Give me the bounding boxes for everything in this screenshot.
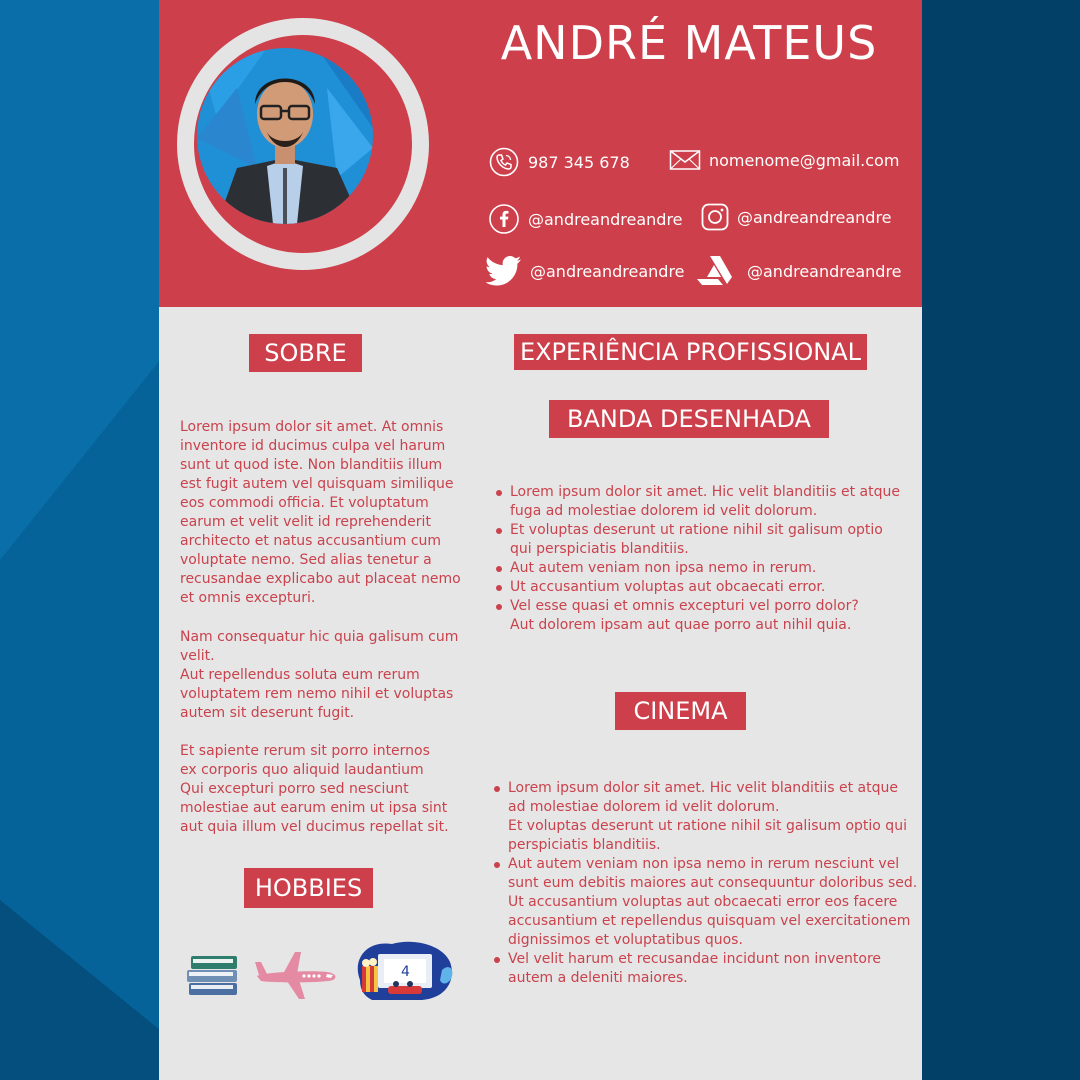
facebook-handle: @andreandreandre <box>528 209 683 229</box>
resume-header <box>159 0 922 307</box>
list-item: Vel velit harum et recusandae incidunt non inventore autem a deleniti maiores. <box>494 950 919 988</box>
resume-page <box>159 0 922 1080</box>
about-heading: SOBRE <box>249 334 362 372</box>
list-item: Lorem ipsum dolor sit amet. Hic velit blanditiis et atque ad molestiae dolorem id velit dolorum. Et voluptas deserunt ut ratione nihil sit galisum optio qui perspiciatis blanditiis. <box>494 779 919 855</box>
about-paragraph-1: Lorem ipsum dolor sit amet. At omnis inventore id ducimus culpa vel harum sunt ut quod iste. Non blanditiis illum est fugit autem vel quisquam similique eos commodi officia. Et voluptatum earum et velit velit id reprehenderit architecto et natus accusantium cum voluptate nemo. Sed alias tenetur a recusandae explicabo aut placeat nemo et omnis excepturi. <box>180 419 461 606</box>
contact-facebook <box>488 203 683 235</box>
comics-heading: BANDA DESENHADA <box>549 400 829 438</box>
phone-number: 987 345 678 <box>528 152 630 172</box>
email-address: nomenome@gmail.com <box>709 150 900 170</box>
resume-name: ANDRÉ MATEUS <box>500 16 878 70</box>
contact-artstation <box>697 256 902 286</box>
books-icon <box>185 953 241 997</box>
list-item: Ut accusantium voluptas aut obcaecati error. <box>496 578 906 597</box>
twitter-icon <box>486 256 522 286</box>
artstation-handle: @andreandreandre <box>747 261 902 281</box>
list-item: Vel esse quasi et omnis excepturi vel porro dolor? Aut dolorem ipsam aut quae porro aut nihil quia. <box>496 597 906 635</box>
cinema-icon <box>352 940 458 1002</box>
profile-photo <box>197 48 373 224</box>
about-paragraph-2: Nam consequatur hic quia galisum cum velit. Aut repellendus soluta eum rerum voluptatem rem nemo nihil et voluptas autem sit deserunt fugit. <box>180 629 459 721</box>
list-item: Aut autem veniam non ipsa nemo in rerum nesciunt vel sunt eum debitis maiores aut consequuntur doloribus sed. Ut accusantium voluptas aut obcaecati error eos facere accusantium et repellendus quisquam vel exercitationem dignissimos et voluptatibus quos. <box>494 855 919 950</box>
svg-text:4: 4 <box>401 964 410 980</box>
contact-twitter <box>486 256 685 286</box>
contact-instagram <box>701 203 892 231</box>
list-item: Et voluptas deserunt ut ratione nihil sit galisum optio qui perspiciatis blanditiis. <box>496 521 906 559</box>
comics-list <box>496 483 906 635</box>
instagram-handle: @andreandreandre <box>737 207 892 227</box>
experience-heading: EXPERIÊNCIA PROFISSIONAL <box>514 334 867 370</box>
mail-icon <box>669 148 701 172</box>
hobbies-heading: HOBBIES <box>244 868 373 908</box>
contact-email <box>669 148 899 172</box>
contact-phone <box>488 146 630 178</box>
artstation-icon <box>697 256 733 286</box>
phone-icon <box>488 146 520 178</box>
list-item: Lorem ipsum dolor sit amet. Hic velit blanditiis et atque fuga ad molestiae dolorem id velit dolorum. <box>496 483 906 521</box>
airplane-icon <box>253 950 339 1000</box>
instagram-icon <box>701 203 729 231</box>
facebook-icon <box>488 203 520 235</box>
twitter-handle: @andreandreandre <box>530 261 685 281</box>
about-paragraph-3: Et sapiente rerum sit porro internos ex corporis quo aliquid laudantium Qui excepturi porro sed nesciunt molestiae aut earum enim ut ipsa sint aut quia illum vel ducimus repellat sit. <box>180 743 449 835</box>
list-item: Aut autem veniam non ipsa nemo in rerum. <box>496 559 906 578</box>
cinema-list <box>494 779 919 988</box>
cinema-heading: CINEMA <box>615 692 746 730</box>
